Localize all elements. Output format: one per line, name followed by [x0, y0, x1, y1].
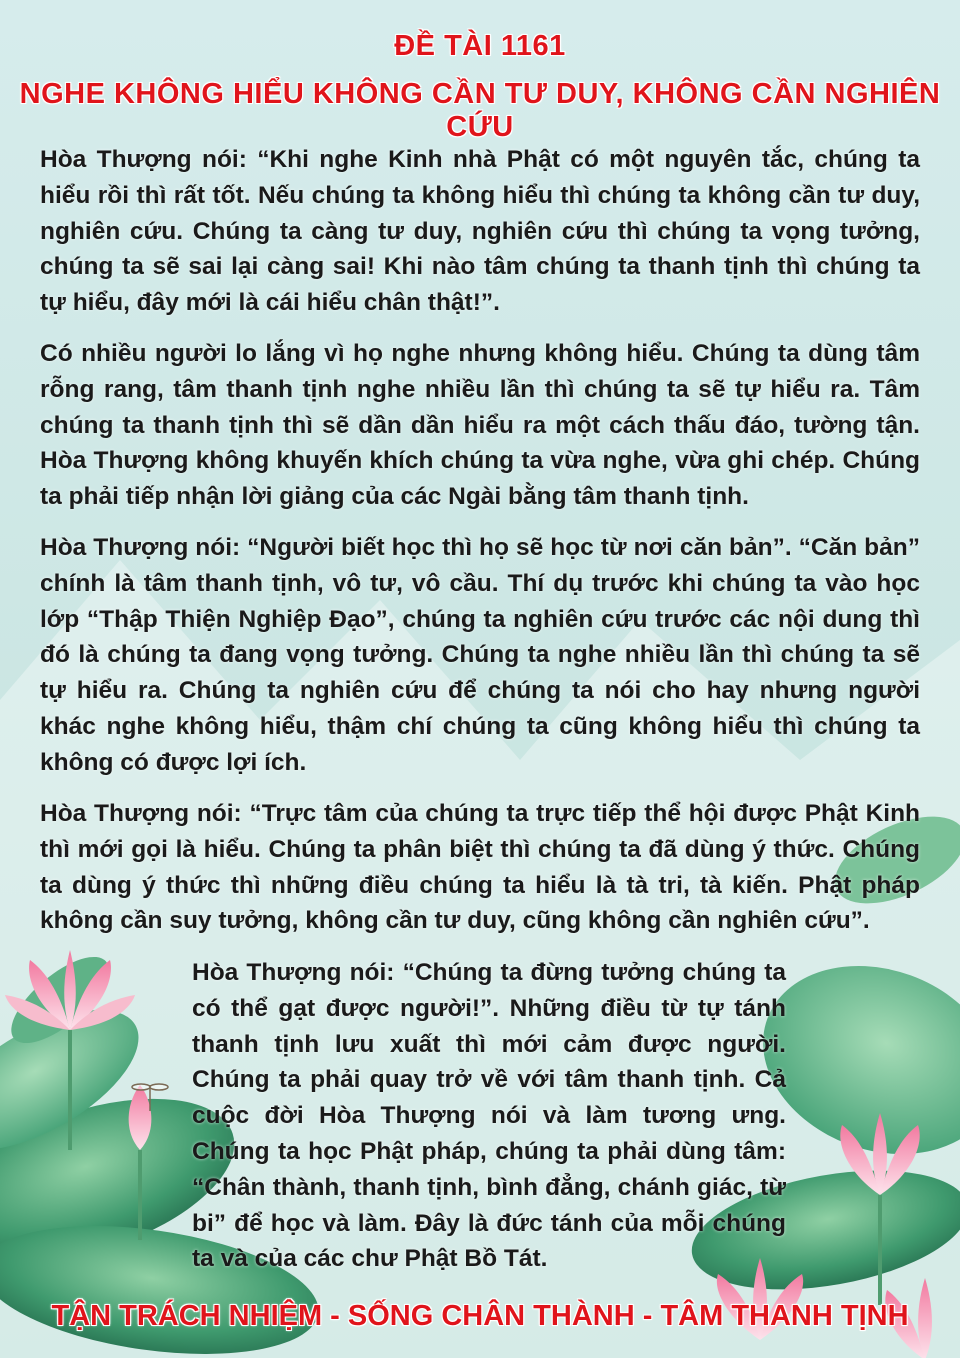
topic-number: ĐỀ TÀI 1161	[394, 30, 566, 62]
paragraph-1: Hòa Thượng nói: “Khi nghe Kinh nhà Phật có một nguyên tắc, chúng ta hiểu rồi thì rất tốt. Nếu chúng ta không hiểu thì chúng ta không cần tư duy, nghiên cứu. Chúng ta càng tư duy, nghiên cứu thì chúng ta vọng tưởng, chúng ta sẽ sai lại càng sai! Khi nào tâm chúng ta thanh tịnh thì chúng ta tự hiểu, đây mới là cái hiểu chân thật!”.	[40, 146, 920, 317]
footer-slogan: TẬN TRÁCH NHIỆM - SỐNG CHÂN THÀNH - TÂM THANH TỊNH	[51, 1300, 909, 1332]
page-title: NGHE KHÔNG HIỂU KHÔNG CẦN TƯ DUY, KHÔNG CẦN NGHIÊN CỨU	[19, 78, 941, 143]
paragraph-3: Hòa Thượng nói: “Người biết học thì họ sẽ học từ nơi căn bản”. “Căn bản” chính là tâm thanh tịnh, vô tư, vô cầu. Thí dụ trước khi chúng ta vào học lớp “Thập Thiện Nghiệp Đạo”, chúng ta nghiên cứu trước các nội dung thì đó là chúng ta đang vọng tưởng. Chúng ta nghe nhiều lần thì chúng ta sẽ tự hiểu ra. Chúng ta nghiên cứu để chúng ta nói cho hay nhưng người khác nghe không hiểu, thậm chí chúng ta cũng không hiểu thì chúng ta không có được lợi ích.	[40, 534, 920, 776]
paragraph-4: Hòa Thượng nói: “Trực tâm của chúng ta trực tiếp thể hội được Phật Kinh thì mới gọi là hiểu. Chúng ta phân biệt thì chúng ta đã dùng ý thức. Chúng ta dùng ý thức thì những điều chúng ta hiểu là tà tri, tà kiến. Phật pháp không cần suy tưởng, không cần tư duy, cũng không cần nghiên cứu”.	[40, 800, 920, 935]
paragraph-5: Hòa Thượng nói: “Chúng ta đừng tưởng chúng ta có thể gạt được người!”. Những điều từ tự tánh thanh tịnh lưu xuất thì mới cảm được người. Chúng ta phải quay trở về với tâm thanh tịnh. Cả cuộc đời Hòa Thượng nói và làm tương ưng. Chúng ta học Phật pháp, chúng ta phải dùng tâm: “Chân thành, thanh tịnh, bình đẳng, chánh giác, từ bi” để học và làm. Đây là đức tánh của mỗi chúng ta và của các chư Phật Bồ Tát.	[192, 959, 786, 1273]
paragraph-2: Có nhiều người lo lắng vì họ nghe nhưng không hiểu. Chúng ta dùng tâm rỗng rang, tâm thanh tịnh nghe nhiều lần thì chúng ta sẽ tự hiểu ra. Tâm chúng ta thanh tịnh thì sẽ dần dần hiểu ra một cách thấu đáo, tường tận. Hòa Thượng không khuyến khích chúng ta vừa nghe, vừa ghi chép. Chúng ta phải tiếp nhận lời giảng của các Ngài bằng tâm thanh tịnh.	[40, 340, 920, 511]
